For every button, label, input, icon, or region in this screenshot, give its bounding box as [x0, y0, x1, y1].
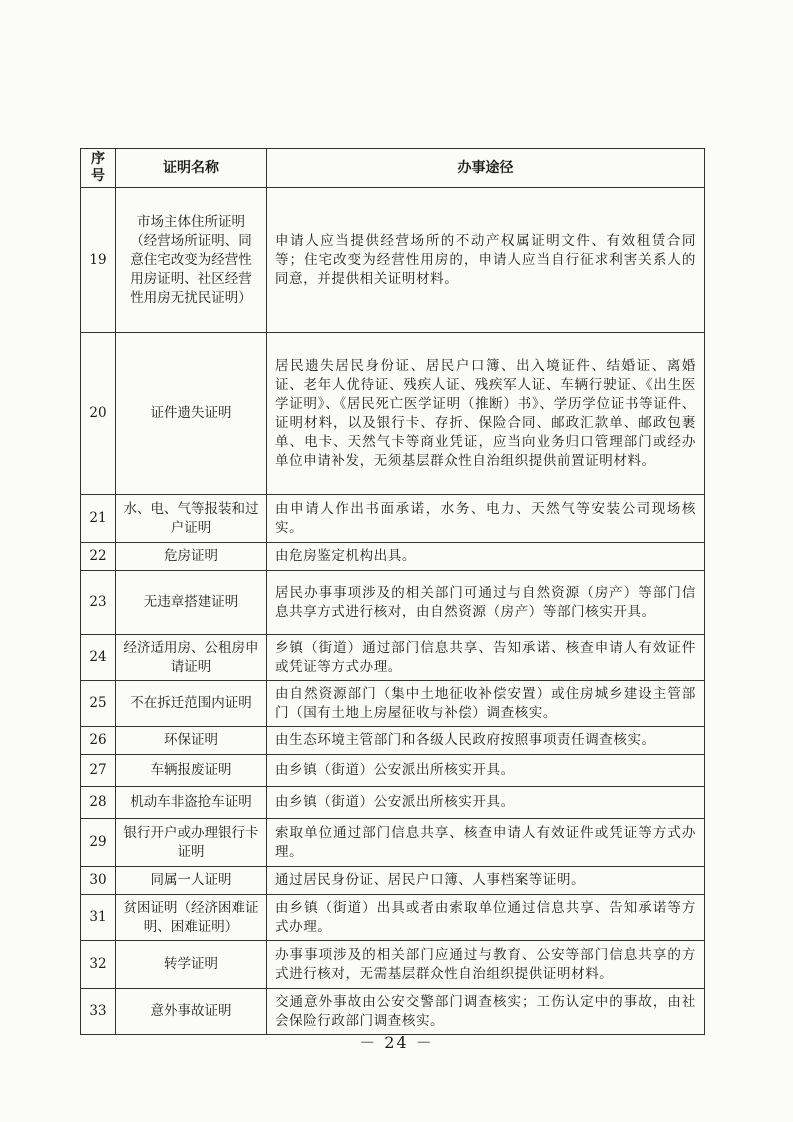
row-name: 危房证明 — [116, 543, 267, 571]
table-row — [81, 495, 705, 543]
row-name: 环保证明 — [116, 727, 267, 755]
row-route: 办事事项涉及的相关部门应通过与教育、公安等部门信息共享的方式进行核对，无需基层群众性自治组织提供证明材料。 — [267, 941, 705, 989]
row-route: 申请人应当提供经营场所的不动产权属证明文件、有效租赁合同等；住宅改变为经营性用房的，申请人应当自行征求利害关系人的同意，并提供相关证明材料。 — [267, 188, 705, 333]
table-row — [81, 941, 705, 989]
row-num: 27 — [81, 755, 116, 787]
row-route: 由申请人作出书面承诺，水务、电力、天然气等安装公司现场核实。 — [267, 495, 705, 543]
row-name: 贫困证明（经济困难证明、困难证明） — [116, 895, 267, 941]
row-num: 28 — [81, 787, 116, 819]
table-row — [81, 895, 705, 941]
row-num: 22 — [81, 543, 116, 571]
table-row — [81, 543, 705, 571]
row-num: 26 — [81, 727, 116, 755]
row-name: 银行开户或办理银行卡证明 — [116, 819, 267, 867]
table-row — [81, 333, 705, 495]
row-route: 居民办事事项涉及的相关部门可通过与自然资源（房产）等部门信息共享方式进行核对，由自然资源（房产）等部门核实开具。 — [267, 571, 705, 635]
table-header-row — [81, 149, 705, 188]
page-number: － 24 － — [359, 1033, 434, 1052]
row-num: 31 — [81, 895, 116, 941]
row-route: 由乡镇（街道）公安派出所核实开具。 — [267, 755, 705, 787]
row-num: 24 — [81, 635, 116, 681]
row-num: 25 — [81, 681, 116, 727]
row-name: 不在拆迁范围内证明 — [116, 681, 267, 727]
table-row — [81, 681, 705, 727]
row-num: 19 — [81, 188, 116, 333]
row-name: 证件遗失证明 — [116, 333, 267, 495]
row-num: 32 — [81, 941, 116, 989]
table-row — [81, 571, 705, 635]
row-route: 索取单位通过部门信息共享、核查申请人有效证件或凭证等方式办理。 — [267, 819, 705, 867]
header-name: 证明名称 — [116, 149, 267, 188]
row-name: 转学证明 — [116, 941, 267, 989]
row-route: 乡镇（街道）通过部门信息共享、告知承诺、核查申请人有效证件或凭证等方式办理。 — [267, 635, 705, 681]
row-route: 通过居民身份证、居民户口簿、人事档案等证明。 — [267, 867, 705, 895]
header-num: 序号 — [81, 149, 116, 188]
table-row — [81, 755, 705, 787]
row-name: 车辆报废证明 — [116, 755, 267, 787]
table-row — [81, 635, 705, 681]
table-row — [81, 989, 705, 1035]
table-row — [81, 819, 705, 867]
row-name: 意外事故证明 — [116, 989, 267, 1035]
row-name: 同属一人证明 — [116, 867, 267, 895]
row-name: 水、电、气等报装和过户证明 — [116, 495, 267, 543]
table-row — [81, 867, 705, 895]
table-row — [81, 727, 705, 755]
row-route: 由乡镇（街道）出具或者由索取单位通过信息共享、告知承诺等方式办理。 — [267, 895, 705, 941]
row-name: 机动车非盗抢车证明 — [116, 787, 267, 819]
row-route: 交通意外事故由公安交警部门调查核实；工伤认定中的事故，由社会保险行政部门调查核实。 — [267, 989, 705, 1035]
table-row — [81, 188, 705, 333]
row-name: 市场主体住所证明（经营场所证明、同意住宅改变为经营性用房证明、社区经营性用房无扰民证明） — [116, 188, 267, 333]
row-num: 30 — [81, 867, 116, 895]
row-route: 由危房鉴定机构出具。 — [267, 543, 705, 571]
proof-table — [80, 148, 705, 1035]
row-route: 由生态环境主管部门和各级人民政府按照事项责任调查核实。 — [267, 727, 705, 755]
header-route: 办事途径 — [267, 149, 705, 188]
row-num: 20 — [81, 333, 116, 495]
row-num: 23 — [81, 571, 116, 635]
row-num: 29 — [81, 819, 116, 867]
row-route: 由乡镇（街道）公安派出所核实开具。 — [267, 787, 705, 819]
row-num: 21 — [81, 495, 116, 543]
row-route: 居民遗失居民身份证、居民户口簿、出入境证件、结婚证、离婚证、老年人优待证、残疾人证、残疾军人证、车辆行驶证、《出生医学证明》、《居民死亡医学证明（推断）书》、学历学位证书等证件、证明材料，以及银行卡、存折、保险合同、邮政汇款单、邮政包裹单、电卡、天然气卡等商业凭证，应当向业务归口管理部门或经办单位申请补发，无须基层群众性自治组织提供前置证明材料。 — [267, 333, 705, 495]
row-name: 无违章搭建证明 — [116, 571, 267, 635]
row-route: 由自然资源部门（集中土地征收补偿安置）或住房城乡建设主管部门（国有土地上房屋征收与补偿）调查核实。 — [267, 681, 705, 727]
table-row — [81, 787, 705, 819]
row-name: 经济适用房、公租房申请证明 — [116, 635, 267, 681]
row-num: 33 — [81, 989, 116, 1035]
